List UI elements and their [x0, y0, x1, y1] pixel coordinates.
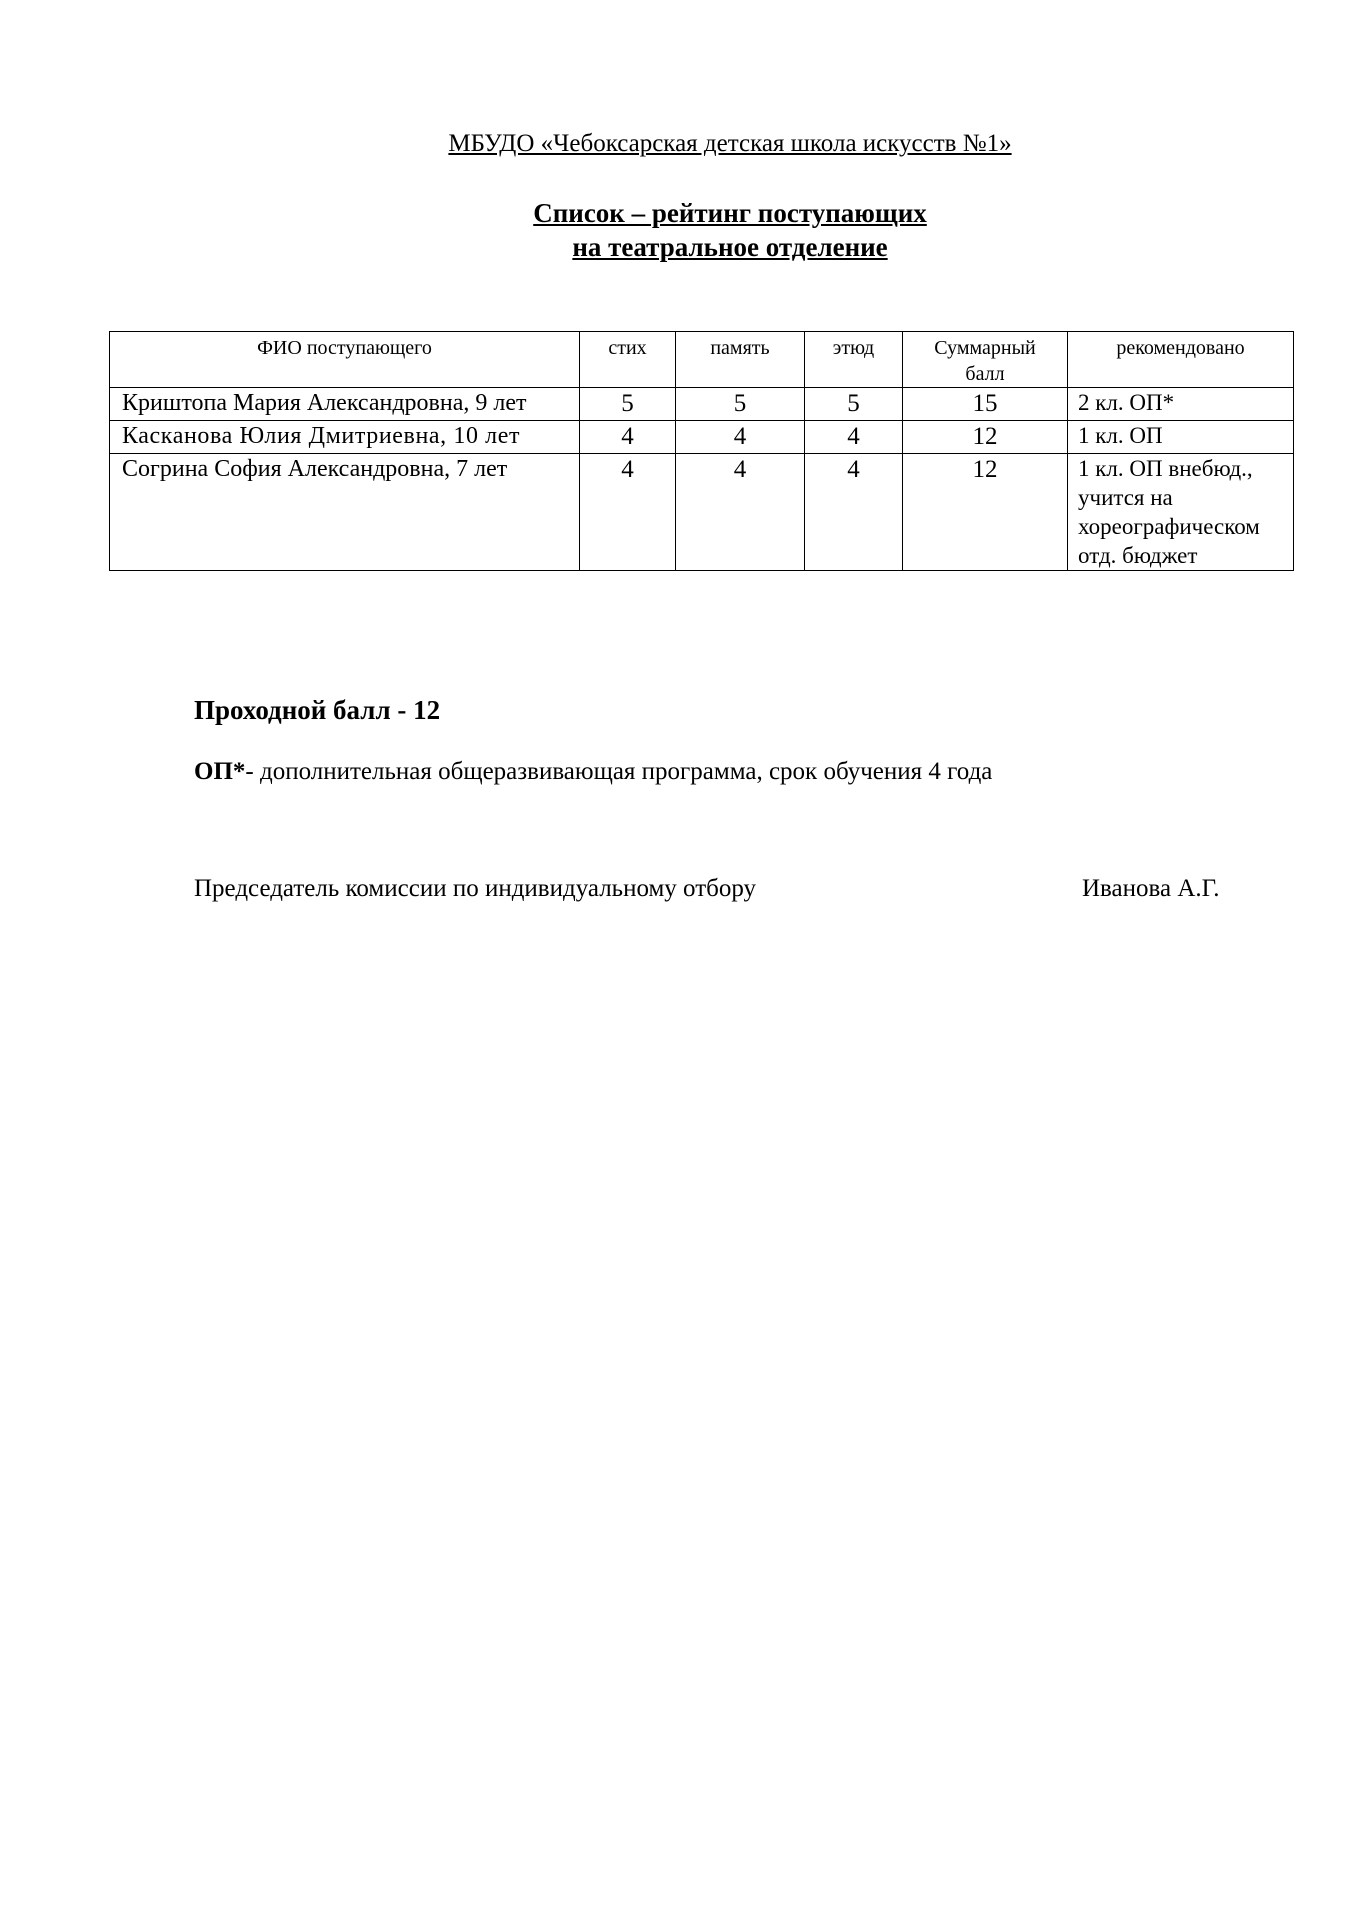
- title-line-1: Список – рейтинг поступающих: [533, 198, 927, 228]
- cell-memory: 4: [676, 454, 805, 571]
- title-line-2: на театральное отделение: [572, 232, 888, 262]
- cell-name: Согрина София Александровна, 7 лет: [110, 454, 580, 571]
- cell-recommended: [1068, 388, 1294, 421]
- table-row: [110, 421, 1294, 454]
- signature-name: Иванова А.Г.: [1082, 875, 1220, 902]
- cell-verse: 4: [580, 421, 676, 454]
- column-header-etude: этюд: [805, 332, 903, 388]
- column-header-total: [903, 332, 1068, 388]
- recommended-line: 2 кл. ОП*: [1078, 390, 1175, 415]
- recommended-line: хореографическом: [1078, 514, 1260, 539]
- cell-total: 12: [903, 454, 1068, 571]
- recommended-line: 1 кл. ОП: [1078, 423, 1163, 448]
- passing-score: Проходной балл - 12: [194, 695, 441, 725]
- signature-role: Председатель комиссии по индивидуальному отбору: [194, 875, 757, 902]
- recommended-line: 1 кл. ОП внебюд.,: [1078, 456, 1253, 481]
- document-title: [0, 196, 1357, 264]
- organization-name: МБУДО «Чебоксарская детская школа искусств №1»: [448, 130, 1012, 157]
- cell-memory: 5: [676, 388, 805, 421]
- table-header-row: [110, 332, 1294, 388]
- cell-etude: 4: [805, 454, 903, 571]
- cell-name: Криштопа Мария Александровна, 9 лет: [110, 388, 580, 421]
- column-header-recommended: рекомендовано: [1068, 332, 1294, 388]
- footnote-text: - дополнительная общеразвивающая программа, срок обучения 4 года: [245, 758, 993, 785]
- cell-etude: 5: [805, 388, 903, 421]
- cell-verse: 4: [580, 454, 676, 571]
- cell-recommended: [1068, 421, 1294, 454]
- cell-etude: 4: [805, 421, 903, 454]
- column-header-verse: стих: [580, 332, 676, 388]
- column-header-memory: память: [676, 332, 805, 388]
- recommended-line: отд. бюджет: [1078, 543, 1198, 568]
- cell-recommended: [1068, 454, 1294, 571]
- cell-total: 15: [903, 388, 1068, 421]
- column-header-total-line-1: Суммарный: [934, 337, 1036, 359]
- recommended-line: учится на: [1078, 485, 1173, 510]
- column-header-name: ФИО поступающего: [110, 332, 580, 388]
- table-row: [110, 454, 1294, 571]
- column-header-total-line-2: балл: [965, 363, 1005, 385]
- table-row: [110, 388, 1294, 421]
- footnote-term: ОП*: [194, 758, 246, 785]
- cell-total: 12: [903, 421, 1068, 454]
- cell-verse: 5: [580, 388, 676, 421]
- cell-memory: 4: [676, 421, 805, 454]
- cell-name: Касканова Юлия Дмитриевна, 10 лет: [110, 421, 580, 454]
- rating-table: [109, 331, 1294, 571]
- footnote: [194, 758, 992, 786]
